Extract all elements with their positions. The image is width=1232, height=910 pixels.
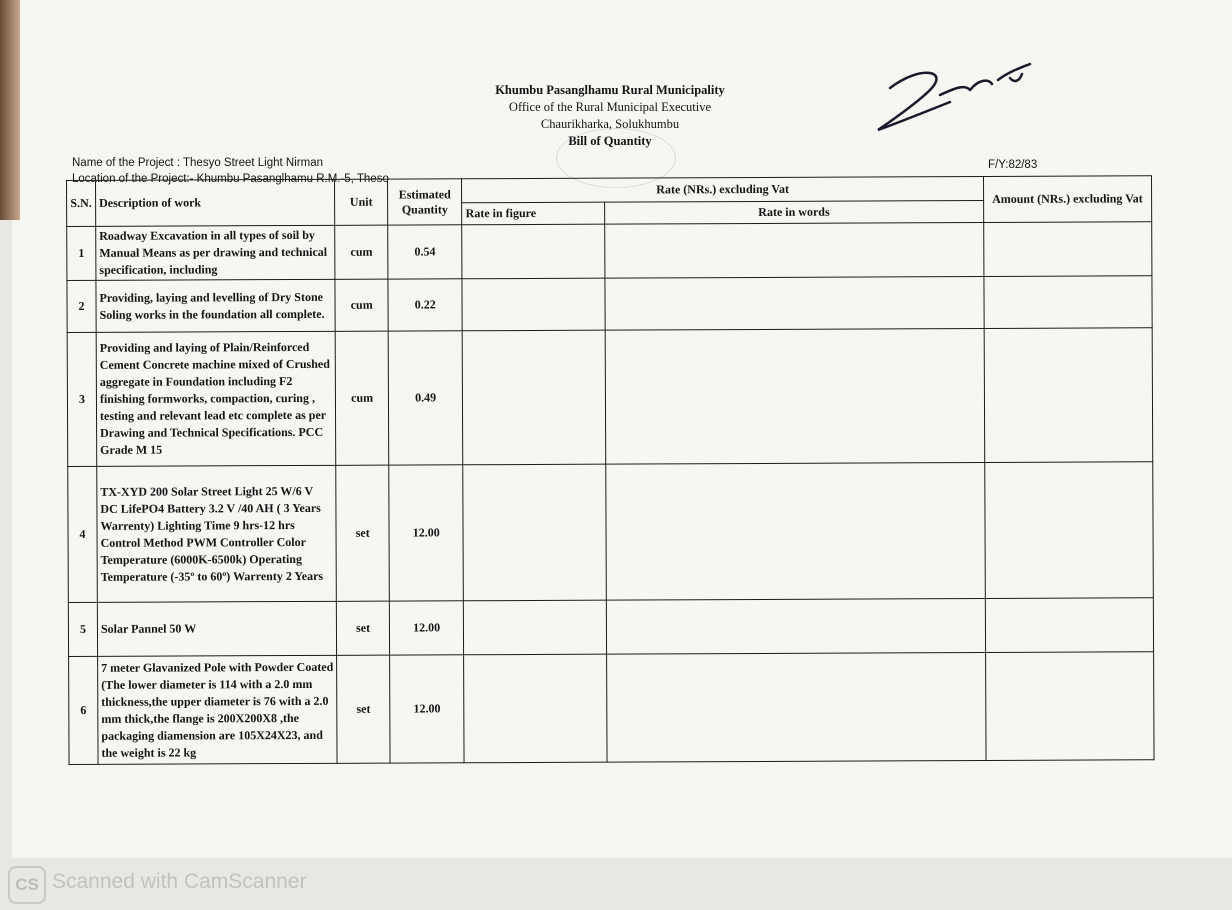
fiscal-year: F/Y:82/83	[988, 159, 1038, 171]
cell-rate-words[interactable]	[606, 598, 985, 654]
cell-sn: 3	[67, 332, 97, 466]
header-rate-figure: Rate in figure	[462, 202, 605, 225]
cell-rate-figure[interactable]	[463, 464, 606, 601]
signature	[870, 50, 1050, 140]
cell-amount[interactable]	[984, 276, 1153, 329]
cell-amount[interactable]	[983, 222, 1152, 277]
cell-sn: 2	[67, 280, 96, 332]
bill-of-quantity-table	[66, 175, 1155, 765]
header-rate-words: Rate in words	[605, 200, 984, 224]
cell-description: 7 meter Glavanized Pole with Powder Coated (The lower diameter is 114 with a 2.0 mm thickness,the upper diameter is 76 with a 2.0 mm thick,the flange is 200X200X8 ,the packaging diamension are 105X24X23, and the weight is 22 kg	[98, 655, 338, 764]
project-name: Name of the Project : Thesyo Street Light Nirman	[72, 157, 323, 169]
cell-unit: set	[337, 655, 390, 763]
municipality-name: Khumbu Pasanglhamu Rural Municipality	[495, 83, 725, 97]
cell-sn: 1	[67, 226, 96, 280]
cell-sn: 5	[68, 602, 97, 656]
header-quantity-line2: Quantity	[401, 201, 448, 217]
cell-rate-words[interactable]	[607, 652, 986, 762]
document-title: Bill of Quantity	[568, 134, 652, 148]
table-row	[68, 462, 1154, 603]
cell-rate-words[interactable]	[605, 222, 984, 278]
cell-description: Solar Pannel 50 W	[97, 601, 337, 656]
cell-rate-words[interactable]	[605, 276, 984, 330]
cell-sn: 4	[68, 466, 98, 602]
cell-unit: cum	[336, 331, 389, 465]
cell-quantity: 0.49	[388, 331, 463, 465]
camscanner-logo: CS	[8, 866, 46, 904]
cell-description: Providing, laying and levelling of Dry Stone Soling works in the foundation all complete.	[96, 279, 336, 332]
cell-rate-words[interactable]	[605, 328, 984, 464]
cell-description: Roadway Excavation in all types of soil by Manual Means as per drawing and technical specification, including	[96, 225, 336, 280]
cell-quantity: 0.22	[388, 279, 463, 331]
table-row	[67, 222, 1152, 281]
cell-quantity: 12.00	[389, 655, 464, 763]
header-description: Description of work	[95, 179, 335, 226]
cell-unit: cum	[335, 225, 388, 279]
table-row	[67, 276, 1152, 333]
cell-amount[interactable]	[984, 328, 1153, 463]
cell-rate-figure[interactable]	[464, 600, 607, 655]
cell-amount[interactable]	[985, 652, 1154, 761]
header-quantity	[387, 179, 462, 225]
cell-amount[interactable]	[985, 598, 1154, 653]
cell-quantity: 0.54	[388, 225, 463, 279]
cell-description: TX-XYD 200 Solar Street Light 25 W/6 V DC LifePO4 Battery 3.2 V /40 AH ( 3 Years Warrenty) Lighting Time 9 hrs-12 hrs Control Method PWM Controller Color Temperature (6000K-6500k) Operating Temperature (-35º to 60º) Warrenty 2 Years	[97, 465, 337, 602]
cell-quantity: 12.00	[389, 465, 464, 601]
cell-rate-figure[interactable]	[462, 278, 605, 331]
scan-edge	[0, 0, 20, 220]
header-rate-group: Rate (NRs.) excluding Vat	[462, 176, 983, 202]
office-name: Office of the Rural Municipal Executive	[508, 100, 712, 114]
office-address: Chaurikharka, Solukhumbu	[540, 117, 680, 131]
camscanner-watermark: Scanned with CamScanner	[52, 870, 307, 893]
cell-rate-words[interactable]	[606, 462, 985, 600]
header-unit: Unit	[335, 179, 388, 225]
table-row	[68, 598, 1153, 657]
cell-unit: cum	[335, 279, 388, 331]
cell-rate-figure[interactable]	[464, 654, 607, 763]
table-row	[69, 652, 1154, 765]
cell-unit: set	[337, 601, 390, 655]
header-amount: Amount (NRs.) excluding Vat	[983, 176, 1152, 223]
cell-sn: 6	[69, 656, 98, 764]
header-quantity-line1: Estimated	[398, 186, 451, 202]
cell-quantity: 12.00	[389, 601, 464, 655]
cell-rate-figure[interactable]	[463, 330, 606, 465]
header-sn: S.N.	[67, 180, 96, 226]
cell-rate-figure[interactable]	[462, 224, 605, 279]
cell-description: Providing and laying of Plain/Reinforced Cement Concrete machine mixed of Crushed aggregate in Foundation including F2 finishing formworks, compaction, curing , testing and relevant lead etc complete as per Drawing and Technical Specifications. PCC Grade M 15	[96, 331, 336, 466]
cell-amount[interactable]	[984, 462, 1153, 599]
cell-unit: set	[336, 465, 389, 601]
table-row	[67, 328, 1153, 467]
project-location: Location of the Project:- Khumbu Pasanglhamu R.M.-5, Theso	[72, 173, 389, 185]
